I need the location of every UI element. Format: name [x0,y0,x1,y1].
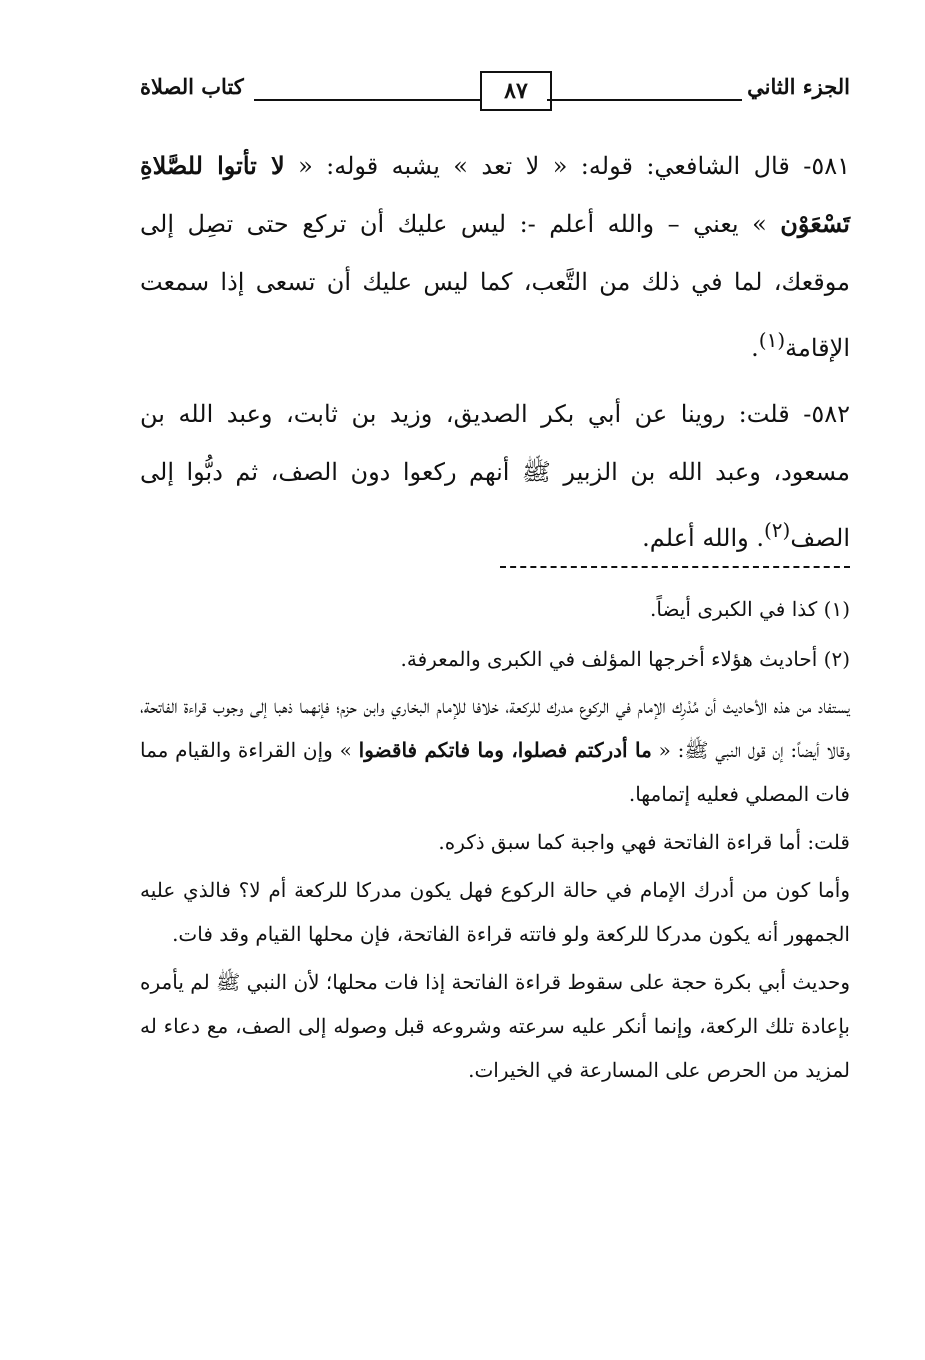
footnote-1: (١) كذا في الكبرى أيضاً. [650,597,850,621]
main-text [140,137,850,575]
footnote-ref-1: (١) [758,328,786,352]
book-title: كتاب الصلاة [140,74,244,99]
c1-text-a: يستفاد من هذه الأحاديث أن مُدْرِك الإمام في الركوع مدرك للركعة، خلافا للإمام البخاري وابن حزم؛ فإنهما ذهبا إلى وجوب قراءة الفاتحة، وقالا أيضاً: إن قول النبي ﷺ: « [140,694,851,762]
commentary-2: قلت: أما قراءة الفاتحة فهي واجبة كما سبق ذكره. [438,830,850,854]
commentary-3: وأما كون من أدرك الإمام في حالة الركوع فهل يكون مدركا للركعة أم لا؟ فالذي عليه الجمهور أنه يكون مدركا للركعة ولو فاتته قراءة الفاتحة، فإن محلها القيام وقد فات. [140,878,850,946]
header-rule-right [547,99,742,101]
commentary-4: وحديث أبي بكرة حجة على سقوط قراءة الفاتحة إذا فات محلها؛ لأن النبي ﷺ لم يأمره بإعادة تلك الركعة، وإنما أنكر عليه سرعته وشروعه قبل وصوله إلى الصف، مع دعاء له لمزيد من الحرص على المسارعة في الخيرات. [140,970,850,1082]
p581-quote: لا تأتوا للصَّلاةِ تَسْعَوْن [140,151,850,238]
volume-title: الجزء الثاني [747,74,850,99]
paragraph-582 [140,385,850,567]
footnote-separator [500,566,850,568]
footnote-ref-2: (٢) [763,518,791,542]
paragraph-581 [140,137,850,377]
footnote-2: (٢) أحاديث هؤلاء أخرجها المؤلف في الكبرى والمعرفة. [400,647,850,671]
p581-text-b: » يعني – والله أعلم -: ليس عليك أن تركع حتى تصِل إلى موقعك، لما في ذلك من التَّعب، كما ليس عليك أن تسعى إذا سمعت الإقامة [140,210,850,362]
running-header [140,68,850,118]
c1-text-b: » وإن القراءة والقيام مما فات المصلي فعليه إتمامها. [140,738,850,806]
footnotes-section [140,584,850,1096]
page-number: ٨٧ [480,71,552,111]
header-rule-left [254,99,482,101]
p581-end: . [751,334,759,362]
p582-text-b: . والله أعلم. [642,524,764,552]
p581-text-a: ٥٨١- قال الشافعي: قوله: « لا تعد » يشبه قوله: « [298,152,850,180]
commentary-1 [140,684,850,816]
p582-text-a: ٥٨٢- قلت: روينا عن أبي بكر الصديق، وزيد بن ثابت، وعبد الله بن مسعود، وعبد الله بن الزبير ﷺ أنهم ركعوا دون الصف، ثم دبُّوا إلى الصف [140,400,850,552]
c1-quote: ما أدركتم فصلوا، وما فاتكم فاقضوا [358,738,652,762]
